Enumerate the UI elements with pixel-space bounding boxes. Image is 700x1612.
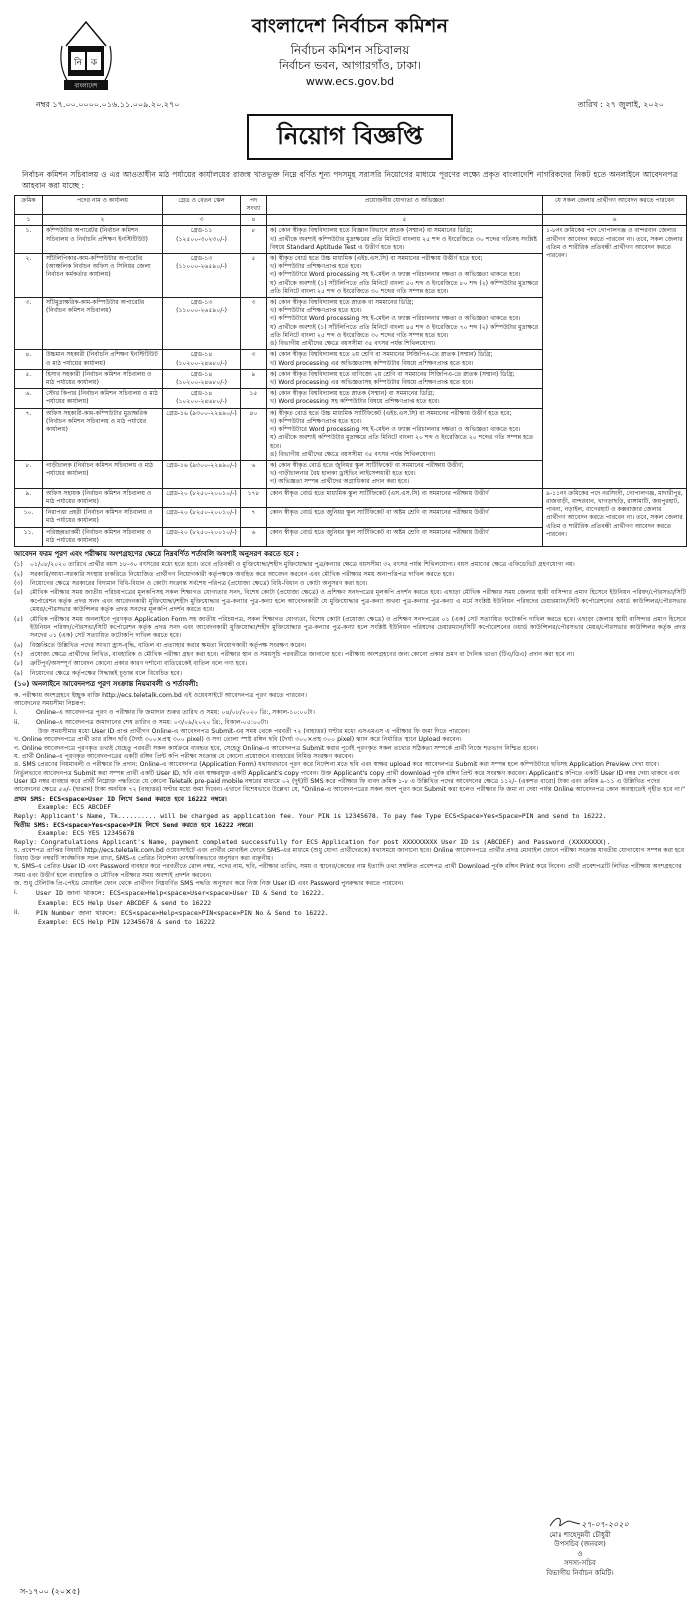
col-num: ৪ [241, 215, 267, 226]
qualification-line: ঘ) প্রার্থীকে অবশ্যই (১) সাঁটলিপিতে প্রতি মিনিটে বাংলা ৫০ শব্দ ও ইংরেজিতে ৮০ শব্দ (২) কম্পিউটার মুদ্রাক্ষরে প্রতি মিনিটে বাংলা ২৫ শব্দ ও ইংরেজিতে ৩০ শব্দের গতি সম্পন্ন হতে হবে। [270, 279, 539, 295]
logo-letter-1: নি [74, 58, 82, 68]
posts-table [14, 195, 687, 547]
footer-code: স-১৭০০ (২০×৫) [20, 1587, 81, 1597]
recover-pin-example: Example: ECS Help PIN 12345678 & send to 16222 [38, 918, 215, 927]
col-num: ২ [43, 215, 163, 226]
cell-post: পরিচ্ছন্নতাকর্মী (নির্বাচন কমিশন সচিবালয় ও মাঠ পর্যায়ের কার্যালয়) [43, 527, 163, 546]
online-chha: ছ. SMS-এ প্রেরিত User ID এবং Password ব্যবহার করে পরবর্তীতে রোল নম্বর, পদের নাম, ছবি, পরীক্ষার তারিখ, সময় ও স্থানের/কেন্দ্রের নাম ইত্যাদি তথ্য সম্বলিত প্রবেশপত্র প্রার্থী Download পূর্বক রঙ্গিন Print করে নিবেন। প্রার্থী প্রবেশপত্রটি লিখিত পরীক্ষায় অংশগ্রহণের সময় এবং উত্তীর্ণ হলে ব্যবহারিক ও মৌখিক পরীক্ষার সময় অবশ্যই প্রদর্শন করবেন। [14, 863, 682, 879]
qualification-line: ক) স্বীকৃত বোর্ড হতে উচ্চ মাধ্যমিক সার্টিফিকেট (এইচ.এস.সি) বা সমমানের পরীক্ষায় উত্তীর্ণ হতে হবে; [270, 409, 512, 417]
table-row [15, 488, 687, 507]
qualification-line: কোন স্বীকৃত বোর্ড হতে জুনিয়র স্কুল সার্টিফিকেট বা অষ্টম শ্রেণি বা সমমানের পরীক্ষায় উত্তীর্ণ [270, 528, 489, 536]
header-districts: যে সকল জেলার প্রার্থীগণ আবেদন করতে পারবেন [543, 195, 687, 214]
condition-number: (৩) [14, 580, 23, 588]
roman-ii: ii. [14, 718, 20, 726]
qualification-line: কোন স্বীকৃত বোর্ড হতে জুনিয়র স্কুল সার্টিফিকেট বা অষ্টম শ্রেণি বা সমমানের পরীক্ষায় উত্তীর্ণ [270, 509, 489, 517]
cell-grade: গ্রেড-১৪ (১০২০০-২৪৬৮০/-) [163, 369, 241, 388]
recover-user-id-example: Example: ECS Help User ABCDEF & send to 16222 [38, 899, 212, 908]
header-serial: ক্রমিক [15, 195, 43, 214]
cell-grade: গ্রেড-২০ (৮২৫০-২০০১০/-) [163, 508, 241, 527]
cell-serial: ২. [15, 253, 43, 297]
website[interactable]: www.ecs.gov.bd [305, 74, 395, 88]
qualification-line: ক) কোন স্বীকৃত বিশ্ববিদ্যালয় হতে বাণিজ্যে ২য় শ্রেণি বা সমমানের সিজিপিএ-তে স্নাতক (সম্মান) ডিগ্রি; [270, 370, 515, 378]
cell-districts: ৯-১১নং ক্রমিকের পদে নরসিংদী, গোপালগঞ্জ, মাদারীপুর, রাজবাড়ী, বান্দরবান, খাগড়াছড়ি, রাঙ্গামাটি, জয়পুরহাট, পাবনা, নড়াইল, বাগেরহাট ও কক্সবাজার জেলার প্রার্থীগণ আবেদন করতে পারবেন না। তবে, সকল জেলার এতিম ও শারীরিক প্রতিবন্ধী প্রার্থীগণ আবেদন করতে পারবেন। [543, 488, 687, 546]
online-ja: জ. শুধু টেলিটক প্রি-পেইড মোবাইল ফোন থেকে প্রার্থীগণ নিম্নবর্ণিত SMS পদ্ধতি অনুসরণ করে নিজ নিজ User ID এবং Password পুনরুদ্ধার করতে পারবেন। [14, 880, 404, 888]
memo-number: নম্বর ১৭.০০.০০০০.০১৬.১১.০০৯.২০.২৭০ [36, 100, 180, 109]
cell-post: অফিস সহকারী-কাম-কম্পিউটার মুদ্রাক্ষরিক (নির্বাচন কমিশন সচিবালয় ও মাঠ পর্যায়ের কার্যালয়) [43, 408, 163, 460]
sms-first: প্রথম SMS: ECS<space>User ID লিখে Send করতে হবে 16222 নম্বরে। [14, 794, 227, 803]
condition-number: (১) [14, 561, 23, 569]
condition-item [14, 571, 686, 579]
online-instructions [14, 680, 686, 927]
col-num: ৩ [163, 215, 241, 226]
schedule-start: Online-এ আবেদনপত্র পূরণ ও পরীক্ষার ফি জমাদান শুরুর তারিখ ও সময়: ০৪/০৮/২০২০ খ্রি:, সকাল-১০:০০টা। [36, 709, 315, 717]
condition-item [14, 670, 686, 678]
cell-serial: ১০. [15, 508, 43, 527]
cell-post: স্টোর কিপার (নির্বাচন কমিশন সচিবালয় ও মাঠ পর্যায়ের কার্যালয়) [43, 389, 163, 408]
roman-i: i. [14, 709, 18, 717]
condition-text: ত্রুটিপূর্ণ/অসম্পূর্ণ আবেদন কোনো প্রকার কারণ দর্শানো ব্যতিরেকেই বাতিল বলে গণ্য হবে। [30, 660, 248, 668]
cell-serial: ১১. [15, 527, 43, 546]
cell-count: ১৫ [241, 389, 267, 408]
signatory-designation: উপসচিব (জনবল) [554, 1540, 606, 1549]
qualification-line: গ) কম্পিউটারে Word processing সহ ই-মেইল ও ফ্যাক্স পরিচালনার দক্ষতা ও অভিজ্ঞতা থাকতে হবে। [270, 315, 521, 323]
cell-grade: গ্রেড-১৬ (৯৩০০-২২৪৯০/-) [163, 460, 241, 488]
cell-serial: ৭. [15, 408, 43, 460]
table-row [15, 226, 687, 254]
cell-grade: গ্রেড-১৪ (১০২০০-২৪৬৮০/-) [163, 350, 241, 369]
cell-post: হিসাব সহকারী (নির্বাচন কমিশন সচিবালয় ও মাঠ পর্যায়ের কার্যালয়) [43, 369, 163, 388]
qualification-line: ঙ) বিভাগীয় প্রার্থীদের ক্ষেত্রে বয়সসীমা ৩৫ বৎসর পর্যন্ত শিথিলযোগ্য। [270, 340, 436, 348]
condition-number: (৫) [14, 615, 23, 623]
cell-qualification [267, 460, 543, 488]
online-cha: চ. প্রবেশপত্র প্রাপ্তির বিষয়টি http://ecs.teletalk.com.bd ওয়েবসাইটে এবং প্রার্থীর মোবাইল ফোনে SMS-এর মাধ্যমে (শুধু যোগ্য প্রার্থীদেরকে) যথাসময়ে জানানো হবে। Online আবেদনপত্রে প্রার্থীর প্রদত্ত মোবাইল ফোনে পরীক্ষা সংক্রান্ত যাবতীয় যোগাযোগ সম্পন্ন করা হবে বিধায় উক্ত নম্বরটি সার্বক্ষণিক সচল রাখা, SMS-এ প্রেরিত নির্দেশনা তাৎক্ষণিকভাবে অনুসরণ করা বাঞ্ছনীয়। [14, 846, 685, 863]
online-ka: ক. পরীক্ষায় অংশগ্রহণে ইচ্ছুক ব্যক্তি http://ecs.teletalk.com.bd এই ওয়েবসাইটে আবেদনপত্র পূরণ করতে পারবেন। [14, 691, 307, 699]
condition-item [14, 651, 686, 659]
cell-qualification [267, 350, 543, 369]
recover-pin: PIN Number জানা থাকলে: ECS<space>Help<space>PIN<space>PIN No & Send to 16222. [36, 908, 329, 917]
cell-grade: গ্রেড-২০ (৮২৫০-২০০১০/-) [163, 488, 241, 507]
col-num: ১ [15, 215, 43, 226]
posts-table-body [15, 226, 687, 547]
online-ga: গ. Online আবেদনপত্রে পূরণকৃত তথ্যই যেহেতু পরবর্তী সকল কার্যক্রমে ব্যবহৃত হবে, সেহেতু Online-এ আবেদনপত্র Submit করার পূর্বেই পূরণকৃত সকল তথ্যের সঠিকতা সম্পর্কে প্রার্থী নিজে শতভাগ নিশ্চিত হবেন। [14, 744, 539, 752]
notice-date: তারিখ : ২৭ জুলাই, ২০২০ [577, 100, 664, 109]
qualification-line: ঘ) প্রার্থীকে অবশ্যই (১) সাঁটলিপিতে প্রতি মিনিটে বাংলা ৪৫ শব্দ ও ইংরেজিতে ৭০ শব্দ (২) কম্পিউটার মুদ্রাক্ষরে প্রতি মিনিটে বাংলা ২৫ শব্দ ও ইংরেজিতে ৩০ শব্দের গতি সম্পন্ন হতে হবে। [270, 323, 539, 339]
condition-text: সরকারি/আধা-সরকারি সংস্থায় চাকরিতে নিয়োজিত প্রার্থীগণ নিয়োগকারী কর্তৃপক্ষকে অবহিত করে আবেদন করবেন এবং মৌখিক পরীক্ষার সময় অনাপত্তিপত্র দাখিল করতে হবে। [30, 570, 455, 578]
signatory-name: মোঃ শাহেদুন্নবী চৌধুরী [549, 1530, 611, 1539]
online-kha: খ. Online আবেদনপত্রে প্রার্থী তার রঙ্গিন ছবি (দৈর্ঘ্য ৩০০×প্রস্থ ৩০০ pixel) ও সদ্য তোলা স্পষ্ট রঙ্গিন ছবি (দৈর্ঘ্য ৩০০×প্রস্থ ৩০০ pixel) স্ক্যান করে নির্ধারিত স্থানে Upload করবেন। [14, 736, 462, 744]
intro-paragraph: নির্বাচন কমিশন সচিবালয় ও এর আওতাধীন মাঠ পর্যায়ের কার্যালয়ের রাজস্ব খাতভুক্ত নিম্নে বর্ণিত শূন্য পদসমূহ সরাসরি নিয়োগের মাধ্যমে পূরণের লক্ষ্যে প্রকৃত বাংলাদেশি নাগরিকদের নিকট হতে অনলাইনে আবেদনপত্র আহবান করা যাচ্ছে : [22, 170, 678, 190]
condition-item [14, 580, 686, 588]
cell-serial: ৫. [15, 369, 43, 388]
cell-post: নিরাপত্তা প্রহরী (নির্বাচন কমিশন সচিবালয় ও মাঠ পর্যায়ের কার্যালয়) [43, 508, 163, 527]
qualification-line: ক) কোন স্বীকৃত বোর্ড হতে জুনিয়র স্কুল সার্টিফিকেট বা সমমানের পরীক্ষায় উত্তীর্ণ; [270, 461, 464, 469]
qualification-line: গ) কম্পিউটারে Word processing সহ ই-মেইল ও ফ্যাক্স পরিচালনার দক্ষতা ও অভিজ্ঞতা থাকতে হবে। [270, 271, 521, 279]
signature-scribble [500, 1512, 660, 1532]
sms-second-reply: Reply: Congratulations Applicant's Name, payment completed successfully for ECS Application for post XXXXXXXXX User ID is (ABCDEF) and Password (XXXXXXXX). [14, 838, 611, 847]
header-post: পদের নাম ও কার্যালয় [43, 195, 163, 214]
qualification-line: ঘ) প্রার্থীকে অবশ্যই কম্পিউটার মুদ্রাক্ষরে প্রতি মিনিটে বাংলা ২০ শব্দ ও ইংরেজিতে ২০ শব্দের গতি সম্পন্ন হতে হবে। [270, 434, 534, 450]
cell-qualification [267, 298, 543, 350]
online-umo: ঙ. SMS প্রেরণের নিয়মাবলী ও পরীক্ষার ফি প্রদান: Online-এ আবেদনপত্র (Application Form) যথাযথভাবে পূরণ করে নির্দেশনা মতে ছবি এবং স্বাক্ষর upload করে আবেদনপত্র Submit করা সম্পন্ন হলে কম্পিউটারে ছবিসহ Application Preview দেখা যাবে। নির্ভুলভাবে আবেদনপত্র Submit করা সম্পন্ন প্রার্থী একটি User ID, ছবি এবং স্বাক্ষরযুক্ত একটি Applicant's copy পাবেন। উক্ত Applicant's copy প্রার্থী download পূর্বক রঙ্গিন প্রিন্ট করে সংরক্ষণ করবেন। Applicant's কপিতে একটি User ID নম্বর দেয়া থাকবে এবং User ID নম্বর ব্যবহার করে প্রার্থী নিম্নোক্ত পদ্ধতিতে যে কোনো Teletalk pre-paid mobile নম্বরের মাধ্যমে ০২ (দুই)টি SMS করে পরীক্ষার ফি বাবদ ক্রমিক ১-৮ এ উল্লিখিত পদের আবেদনের ক্ষেত্রে ১১২/- (একশত বারো) টাকা এবং ক্রমিক ৯-১১ এ উল্লিখিত পদের আবেদনের ক্ষেত্রে ৫৬/- (ছাপ্পান্ন) টাকা অনধিক ৭২ (বাহাত্তর) ঘণ্টার মধ্যে জমা দিবেন। এখানে বিশেষভাবে উল্লেখ্য যে, "Online-এ আবেদনপত্রের সকল অংশ পূরণ করে Submit করা হলেও পরীক্ষার ফি জমা না দেয়া পর্যন্ত Online আবেদনপত্র কোন অবস্থাতেই গৃহীত হবে না।" [14, 761, 685, 794]
cell-qualification [267, 253, 543, 297]
condition-item [14, 616, 686, 641]
qualification-line: ক) কোন স্বীকৃত বিশ্ববিদ্যালয় হতে বিজ্ঞান বিভাগে স্নাতক (সম্মান) বা সমমানের ডিগ্রি; [270, 227, 473, 235]
qualification-line: খ) গাড়ীচালনার বৈধ হালকা ড্রাইভিং লাইসেন্সধারী হতে হবে। [270, 470, 416, 478]
cell-qualification [267, 369, 543, 388]
cell-post: কম্পিউটার অপারেটর (নির্বাচন কমিশন সচিবালয় ও নির্বাচনি প্রশিক্ষণ ইনস্টিটিউট) [43, 226, 163, 254]
schedule-end: Online-এ আবেদনপত্র জমাদানের শেষ তারিখ ও সময়: ০৩/০৯/২০২০ খ্রি:, বিকাল-০৫:০০টা। [36, 718, 269, 726]
roman-ii: ii. [14, 908, 20, 916]
conditions-heading: আবেদন ফরম পূরণ এবং পরীক্ষায় অংশগ্রহণের ক্ষেত্রে নিম্নবর্ণিত শর্তাবলি অবশ্যই অনুসরণ করতে হবে : [14, 549, 299, 558]
sms-second-example: Example: ECS YES 12345678 [38, 829, 135, 838]
secretariat-name: নির্বাচন কমিশন সচিবালয় [290, 42, 410, 57]
qualification-line: খ) Word processing সহ কম্পিউটার বিষয়ে প্রশিক্ষণপ্রাপ্ত হতে হবে। [270, 398, 440, 406]
condition-number: (৭) [14, 650, 23, 658]
cell-qualification [267, 408, 543, 460]
sms-first-example: Example: ECS ABCDEF [38, 803, 112, 812]
qualification-line: খ) কম্পিউটার প্রশিক্ষণপ্রাপ্ত হতে হবে। [270, 307, 362, 315]
cell-count: ১৭৮ [241, 488, 267, 507]
col-num: ৬ [543, 215, 687, 226]
schedule-title: আবেদনের সময়সীমা নিম্নরূপ: [14, 699, 86, 707]
header-count: পদ সংখ্যা [241, 195, 267, 214]
qualification-line: খ) Word processing এর অভিজ্ঞতাসহ কম্পিউটার বিষয়ে প্রশিক্ষণপ্রাপ্ত হতে হবে। [270, 359, 474, 367]
condition-text: ০১/০৮/২০২০ তারিখে প্রার্থীর বয়স ১৮-৩০ বৎসরের মধ্যে হতে হবে। তবে প্রতিবন্ধী ও মুক্তিযোদ্ধা/শহীদ মুক্তিযোদ্ধার পুত্র/কন্যার ক্ষেত্রে বয়সসীমা ৩২ বৎসর পর্যন্ত শিথিলযোগ্য। বয়স প্রমাণের ক্ষেত্রে এফিডেভিট গ্রহণযোগ্য নয়। [30, 561, 575, 569]
condition-number: (৮) [14, 660, 23, 668]
online-gha: ঘ. প্রার্থী Online-এ পূরণকৃত আবেদনপত্রের একটি রঙ্গিন প্রিন্ট কপি পরীক্ষা সংক্রান্ত যে কোনো প্রয়োজনে ব্যবহারের নিমিত্ত সংরক্ষণ করবেন। [14, 753, 354, 761]
cell-post: অফিস সহায়ক (নির্বাচন কমিশন সচিবালয় ও মাঠ পর্যায়ের কার্যালয়) [43, 488, 163, 507]
org-name: বাংলাদেশ নির্বাচন কমিশন [251, 15, 449, 37]
qualification-line: গ) কম্পিউটারে Word processing সহ ই-মেইল ও ফ্যাক্স পরিচালনার দক্ষতা ও অভিজ্ঞতা থাকতে হবে। [270, 426, 521, 434]
qualification-line: ক) কোন স্বীকৃত বিশ্ববিদ্যালয় হতে স্নাতক (সম্মান) বা সমমানের ডিগ্রি; [270, 390, 435, 398]
qualification-line: গ) অভিজ্ঞতা সম্পন্ন প্রার্থীদের অগ্রাধিকার প্রদান করা হবে। [270, 478, 410, 486]
notice-title: নিয়োগ বিজ্ঞপ্তি [247, 114, 453, 160]
cell-qualification [267, 226, 543, 254]
condition-text: নিয়োগের ক্ষেত্রে কর্তৃপক্ষের সিদ্ধান্তই চূড়ান্ত বলে বিবেচিত হবে। [30, 669, 183, 677]
condition-item [14, 561, 686, 569]
condition-text: নিয়োগের ক্ষেত্রে সরকারের বিদ্যমান বিধি-বিধান ও কোটা সংক্রান্ত সর্বশেষ পরিপত্র (প্রযোজ্য ক্ষেত্রে) বিধি-বিধান ও কোটা অনুসরণ করা হবে। [30, 580, 368, 588]
condition-text: মৌখিক পরীক্ষার সময় অনলাইনে পূরণকৃত Application Form সহ জাতীয় পরিচয়পত্র, সকল শিক্ষাগত যোগ্যতা, বিশেষ কোটা (প্রযোজ্য ক্ষেত্রে) ও প্রশিক্ষণ সনদপত্রের ০১ (এক) সেট সত্যায়িত ফটোকপি দাখিল করতে হবে। এছাড়া জেলার স্থায়ী বাসিন্দার প্রমাণ হিসেবে ইউনিয়ন পরিষদ/পৌরসভা/সিটি কর্পোরেশন কর্তৃক প্রদত্ত সনদ এবং আবেদনকারী মুক্তিযোদ্ধা/শহীদ মুক্তিযোদ্ধার পুত্র-কন্যার পুত্র-কন্যা হলে সংশ্লিষ্ট ইউনিয়ন পরিষদের চেয়ারম্যান/সিটি কর্পোরেশনের ওয়ার্ড কাউন্সিলর/পৌরসভার মেয়র/পৌরসভার কাউন্সিলর কর্তৃক প্রদত্ত সনদের ০১ (এক) সেট সত্যায়িত ফটোকপি দাখিল করতে হবে। [30, 615, 686, 640]
column-number-row [15, 215, 687, 226]
cell-serial: ১. [15, 226, 43, 254]
sms-first-reply: Reply: Applicant's Name, Tk.......... will be charged as application fee. Your PIN is 12345678. To pay fee Type ECS<Space>Yes<Space>PIN and send to 16222. [14, 812, 607, 821]
cell-grade: গ্রেড-১১ (১২৫০০-৩০২৩০/-) [163, 226, 241, 254]
condition-item [14, 660, 686, 668]
cell-count: ৭ [241, 508, 267, 527]
qualification-line: ক) কোন স্বীকৃত বিশ্ববিদ্যালয় হতে ২য় শ্রেণি বা সমমানের সিজিপিএ-তে স্নাতক (সম্মান) ডিগ্রি; [270, 351, 493, 359]
signatory-committee: বিভাগীয় নির্বাচন কমিটি। [546, 1568, 614, 1577]
qualification-line: কোন স্বীকৃত বোর্ড হতে মাধ্যমিক স্কুল সার্টিফিকেট (এস.এস.সি) বা সমমানের পরীক্ষায় উত্তীর্ণ [270, 489, 489, 497]
cell-serial: ৩. [15, 298, 43, 350]
condition-number: (২) [14, 570, 23, 578]
condition-item [14, 589, 686, 614]
qualification-line: খ) কম্পিউটার প্রশিক্ষণপ্রাপ্ত হতে হবে। [270, 417, 362, 425]
cell-post: উচ্চমান সহকারী (নির্বাচনি প্রশিক্ষণ ইনস্টিটিউট ও মাঠ পর্যায়ের কার্যালয়) [43, 350, 163, 369]
signatory-role: সদস্য-সচিব [564, 1559, 596, 1568]
qualification-line: খ) প্রার্থীকে অবশ্যই কম্পিউটার মুদ্রাক্ষরের প্রতি মিনিটে বাংলায় ২৫ শব্দ ও ইংরেজিতে ৩০ শব্দের গতিসহ সংশ্লিষ্ট বিষয়ে Standard Aptitude Test এ উত্তীর্ণ হতে হবে। [270, 235, 537, 251]
cell-count: ৬ [241, 460, 267, 488]
condition-text: প্রযোজ্য ক্ষেত্রে প্রার্থীদের লিখিত, ব্যবহারিক ও মৌখিক পরীক্ষা গ্রহণ করা হবে। পরীক্ষার স্থান ও সময়সূচি পরবর্তীতে জানানো হবে। পরীক্ষায় অংশগ্রহণের জন্য কোনো প্রকার ভ্রমণ বা দৈনিক ভাতা (টিএ/ডিএ) প্রদান করা হবে না। [30, 650, 575, 658]
cell-grade: গ্রেড-১৪ (১০২০০-২৪৬৮০/-) [163, 389, 241, 408]
condition-number: (৯) [14, 669, 23, 677]
roman-i: i. [14, 889, 18, 897]
schedule-note: উক্ত সময়সীমার মধ্যে User ID প্রাপ্ত প্রার্থীগণ Online-এ আবেদনপত্র Submit-এর সময় থেকে পরবর্তী ৭২ (বাহাত্তর) ঘণ্টার মধ্যে এসএমএস এ পরীক্ষার ফি জমা দিতে পারবেন। [38, 727, 470, 735]
conditions-section [14, 550, 686, 678]
logo-letter-2: ক [90, 58, 98, 68]
col-num: ৫ [267, 215, 543, 226]
header [14, 8, 686, 110]
cell-qualification [267, 389, 543, 408]
cell-count: ৫ [241, 253, 267, 297]
cell-qualification [267, 508, 543, 527]
qualification-line: খ) কম্পিউটার প্রশিক্ষণপ্রাপ্ত হতে হবে। [270, 263, 362, 271]
cell-count: ৪০ [241, 408, 267, 460]
signatory-role-and: ও [577, 1549, 583, 1558]
cell-post: সাঁটমুদ্রাক্ষরিক-কাম-কম্পিউটার অপারেটর (নির্বাচন কমিশন সচিবালয়) [43, 298, 163, 350]
signature-block [500, 1512, 660, 1578]
address: নির্বাচন ভবন, আগারগাঁও, ঢাকা। [279, 58, 421, 72]
condition-number: (৬) [14, 641, 23, 649]
online-heading: (১০) অনলাইনে আবেদনপত্র পূরণ সংক্রান্ত নিয়মাবলী ও শর্তাবলী: [14, 680, 199, 689]
qualification-line: ক) কোন স্বীকৃত বিশ্ববিদ্যালয় হতে স্নাতক বা সমমানের ডিগ্রি; [270, 299, 414, 307]
cell-count: ৩ [241, 298, 267, 350]
cell-post: সাঁটলিপিকার-কাম-কম্পিউটার অপারেটর (আঞ্চলিক নির্বাচন অফিস ও সিনিয়র জেলা নির্বাচন কর্মকর্তার কার্যালয়) [43, 253, 163, 297]
cell-qualification [267, 527, 543, 546]
cell-post: গাড়ীচালক (নির্বাচন কমিশন সচিবালয় ও মাঠ পর্যায়ের কার্যালয়) [43, 460, 163, 488]
logo-caption: বাংলাদেশ [74, 82, 98, 90]
signature-date: ২৭-০৭-২০২০ [581, 1520, 629, 1530]
cell-serial: ৯. [15, 488, 43, 507]
cell-count: ৬ [241, 527, 267, 546]
header-grade: গ্রেড ও বেতন স্কেল [163, 195, 241, 214]
qualification-line: ঙ) বিভাগীয় প্রার্থীদের ক্ষেত্রে বয়সসীমা ৩৫ বৎসর পর্যন্ত শিথিলযোগ্য। [270, 450, 436, 458]
condition-text: বিজ্ঞপ্তিতে উল্লিখিত পদের সংখ্যা হ্রাস-বৃদ্ধি, বাতিল বা প্রত্যাহার করার ক্ষমতা নিয়োগকারী কর্তৃপক্ষ সংরক্ষণ করেন। [30, 641, 307, 649]
header-qualification: প্রয়োজনীয় যোগ্যতা ও অভিজ্ঞতা [267, 195, 543, 214]
qualification-line: খ) Word processing এর অভিজ্ঞতাসহ কম্পিউটার বিষয়ে প্রশিক্ষণপ্রাপ্ত হতে হবে। [270, 379, 474, 387]
cell-qualification [267, 488, 543, 507]
condition-text: মৌখিক পরীক্ষার সময় জাতীয় পরিচয়পত্রের মূলকপিসহ সকল শিক্ষাগত যোগ্যতার সনদ, বিশেষ কোটা (প্রযোজ্য ক্ষেত্রে) ও প্রশিক্ষণ সনদপত্রের মূলকপি প্রদর্শন করতে হবে। এছাড়া মৌখিক পরীক্ষার সময় জেলার স্থায়ী বাসিন্দার প্রমাণ হিসেবে ইউনিয়ন পরিষদ/পৌরসভা/সিটি কর্পোরেশন কর্তৃক প্রদত্ত সনদ এবং আবেদনকারী মুক্তিযোদ্ধা/শহীদ মুক্তিযোদ্ধার পুত্র-কন্যার পুত্র-কন্যা হলে আবেদনকারী যে মুক্তিযোদ্ধার পুত্র-কন্যা অথবা পুত্র-কন্যার পুত্র-কন্যা এ মর্মে সংশ্লিষ্ট ইউনিয়ন পরিষদের চেয়ারম্যান/সিটি কর্পোরেশনের ওয়ার্ড কাউন্সিলর/পৌরসভার মেয়র/পৌরসভার কাউন্সিলর কর্তৃক প্রদত্ত সনদের মূলকপি প্রদর্শন করতে হবে। [30, 589, 686, 614]
cell-grade: গ্রেড-২০ (৮২৫০-২০০১০/-) [163, 527, 241, 546]
condition-number: (৪) [14, 589, 23, 597]
cell-count: ৮ [241, 226, 267, 254]
cell-grade: গ্রেড-১৩ (১১০০০-২৬৫৯০/-) [163, 253, 241, 297]
cell-count: ৩ [241, 350, 267, 369]
sms-second: দ্বিতীয় SMS: ECS<space>Yes<space>PIN লিখে Send করতে হবে 16222 নম্বরে। [14, 820, 254, 829]
conditions-list [14, 561, 686, 678]
cell-grade: গ্রেড-১৩ (১১০০০-২৬৫৯০/-) [163, 298, 241, 350]
cell-count: ৯ [241, 369, 267, 388]
qualification-line: ক) স্বীকৃত বোর্ড হতে উচ্চ মাধ্যমিক (এইচ.এস.সি) বা সমমানের পরীক্ষায় উত্তীর্ণ হতে হবে; [270, 254, 483, 262]
recover-user-id: User ID জানা থাকলে: ECS<space>Help<space>User<space>User ID & Send to 16222. [36, 889, 325, 898]
cell-serial: ৮. [15, 460, 43, 488]
cell-grade: গ্রেড-১৬ (৯৩০০-২২৪৯০/-) [163, 408, 241, 460]
cell-districts: ১-৮নং ক্রমিকের পদে গোপালগঞ্জ ও বান্দরবান জেলার প্রার্থীগণ আবেদন করতে পারবেন না। তবে, সকল জেলার এতিম ও শারীরিক প্রতিবন্ধী প্রার্থীগণ আবেদন করতে পারবেন। [543, 226, 687, 488]
condition-item [14, 642, 686, 650]
cell-serial: ৪. [15, 350, 43, 369]
table-header-row [15, 195, 687, 214]
cell-serial: ৬. [15, 389, 43, 408]
